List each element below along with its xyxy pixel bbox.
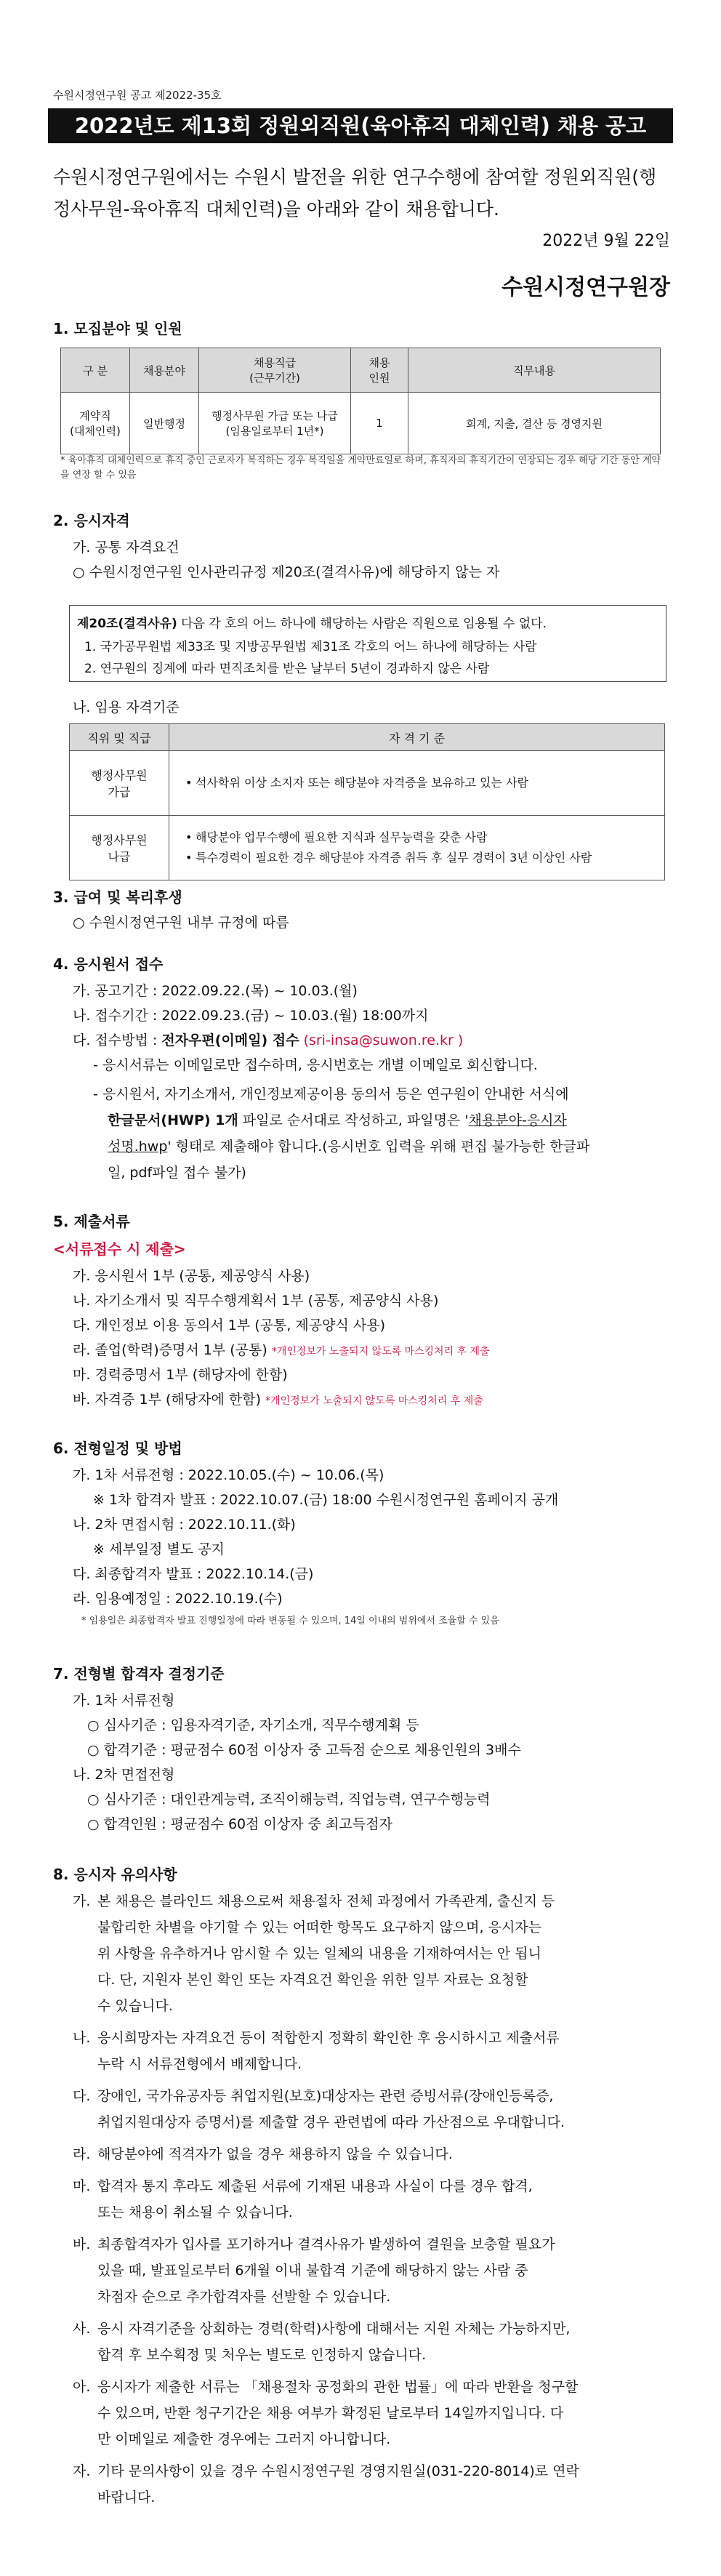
table-row [70, 751, 665, 816]
disqualification-line: 다음 각 호의 어느 하나에 해당하는 사람은 직원으로 임용될 수 없다. [177, 617, 547, 631]
common-requirement-item: ○ 수원시정연구원 인사관리규정 제20조(결격사유)에 해당하지 않는 자 [73, 564, 500, 580]
criteria-item: ○ 심사기준 : 임용자격기준, 자기소개, 직무수행계획 등 [87, 1717, 419, 1733]
schedule-item: 나. 2차 면접시험 : 2022.10.11.(화) [73, 1517, 296, 1533]
precaution-line: 만 이메일로 제출한 경우에는 그러지 아니합니다. [97, 2431, 391, 2447]
document-item: 마. 경력증명서 1부 (해당자에 한함) [73, 1367, 288, 1383]
precaution-line: 위 사항을 유추하거나 암시할 수 있는 일체의 내용을 기재하여서는 안 됩니 [97, 1946, 542, 1962]
table-cell: 일반행정 [130, 393, 199, 454]
precaution-line: 또는 채용이 취소될 수 있습니다. [97, 2204, 293, 2220]
criteria-stage: 나. 2차 면접전형 [73, 1767, 175, 1783]
disqualification-item-1: 1. 국가공무원법 제33조 및 지방공무원법 제31조 각호의 어느 하나에 해당하는 사람 [84, 640, 537, 654]
precaution-line: 본 채용은 블라인드 채용으로써 채용절차 전체 과정에서 가족관계, 출신지 등 [97, 1893, 555, 1909]
precaution-line: 수 있으며, 반환 청구기간은 채용 여부가 확정된 날로부터 14일까지입니다. 다 [97, 2405, 564, 2421]
table-cell: 행정사무원 나급 [70, 816, 169, 880]
precaution-line: 응시희망자는 자격요건 등이 적합한지 정확히 확인한 후 응시하시고 제출서류 [97, 2030, 560, 2046]
section-7-heading: 7. 전형별 합격자 결정기준 [53, 1665, 225, 1682]
table-row [61, 393, 661, 454]
precaution-line: 최종합격자가 입사를 포기하거나 결격사유가 발생하여 결원을 보충할 필요가 [97, 2236, 555, 2252]
schedule-footnote: * 임용일은 최종합격자 발표 진행일정에 따라 변동될 수 있으며, 14일 이내의 범위에서 조율할 수 있음 [81, 1616, 499, 1626]
application-method [73, 1030, 463, 1049]
disqualification-box [69, 605, 666, 682]
notice-date: 2022년 9월 22일 [542, 232, 670, 250]
section-6-heading: 6. 전형일정 및 방법 [53, 1440, 182, 1457]
schedule-item: 라. 임용예정일 : 2022.10.19.(수) [73, 1591, 283, 1607]
notice-number: 수원시정연구원 공고 제2022-35호 [53, 89, 222, 102]
list-item: • 해당분야 업무수행에 필요한 지식과 실무능력을 갖춘 사람 [185, 827, 658, 848]
precaution-line: 장애인, 국가유공자등 취업지원(보호)대상자는 관련 증빙서류(장애인등록증, [97, 2088, 554, 2104]
section-4-heading: 4. 응시원서 접수 [53, 955, 164, 973]
section-1-heading: 1. 모집분야 및 인원 [53, 320, 182, 337]
precaution-line: 수 있습니다. [97, 1998, 173, 2014]
document-label: 바. 자격증 1부 (해당자에 한함) [73, 1392, 262, 1408]
precaution-marker: 다. [73, 2088, 91, 2104]
criteria-item: ○ 합격인원 : 평균점수 60점 이상자 중 최고득점자 [87, 1816, 392, 1832]
precaution-line: 합격자 통지 후라도 제출된 서류에 기재된 내용과 사실이 다를 경우 합격, [97, 2178, 533, 2194]
precaution-line: 취업지원대상자 증명서)를 제출할 경우 관련법에 따라 가산점으로 우대합니다. [97, 2114, 565, 2130]
precaution-marker: 가. [73, 1893, 91, 1909]
recruitment-table [60, 348, 661, 454]
schedule-item: 가. 1차 서류전형 : 2022.10.05.(수) ~ 10.06.(목) [73, 1467, 384, 1483]
criteria-item: ○ 심사기준 : 대인관계능력, 조직이해능력, 직업능력, 연구수행능력 [87, 1791, 491, 1807]
table-cell [169, 751, 665, 816]
method-note-2-line-2 [108, 1110, 567, 1129]
precaution-line: 해당분야에 적격자가 없을 경우 채용하지 않을 수 있습니다. [97, 2146, 453, 2162]
section-2-heading: 2. 응시자격 [53, 512, 130, 529]
table-cell [169, 816, 665, 880]
filename-format-part-2: 성명.hwp [108, 1139, 168, 1155]
pay-item: ○ 수원시정연구원 내부 규정에 따름 [73, 915, 289, 931]
hwp-format: 한글문서(HWP) 1개 [108, 1112, 238, 1128]
method-email-label: 전자우편(이메일) 접수 [161, 1032, 299, 1048]
section-3-heading: 3. 급여 및 복리후생 [53, 888, 182, 906]
table-cell: 행정사무원 가급 또는 나급 (임용일로부터 1년*) [199, 393, 351, 454]
precaution-line: 있을 때, 발표일로부터 6개월 이내 불합격 기준에 해당하지 않는 사람 중 [97, 2263, 528, 2279]
qualification-table [69, 723, 665, 880]
precaution-marker: 나. [73, 2030, 91, 2046]
document-label: 라. 졸업(학력)증명서 1부 (공통) [73, 1342, 267, 1358]
precaution-marker: 아. [73, 2379, 91, 2395]
intro-paragraph: 수원시정연구원에서는 수원시 발전을 위한 연구수행에 참여할 정원외직원(행정사무원-육아휴직 대체인력)을 아래와 같이 채용합니다. [53, 166, 657, 220]
filename-format-part-1: 채용분야-응시자 [468, 1112, 567, 1128]
precaution-line: 차점자 순으로 추가합격자를 선발할 수 있습니다. [97, 2289, 391, 2305]
schedule-item: 다. 최종합격자 발표 : 2022.10.14.(금) [73, 1566, 314, 1582]
col-header: 채용분야 [130, 348, 199, 393]
table-header-row [61, 348, 661, 393]
precaution-line: 합격 후 보수획정 및 처우는 별도로 인정하지 않습니다. [97, 2347, 427, 2363]
precaution-line: 응시 자격기준을 상회하는 경력(학력)사항에 대해서는 지원 자체는 가능하지만, [97, 2321, 571, 2337]
precaution-line: 바랍니다. [97, 2489, 156, 2505]
masking-note: *개인정보가 노출되지 않도록 마스킹처리 후 제출 [271, 1346, 490, 1357]
section-5-heading: 5. 제출서류 [53, 1213, 130, 1230]
document-item: 가. 응시원서 1부 (공통, 제공양식 사용) [73, 1268, 310, 1284]
list-item: • 특수경력이 필요한 경우 해당분야 자격증 취득 후 실무 경력이 3년 이상인 사람 [185, 848, 658, 868]
submission-subheading: <서류접수 시 제출> [53, 1240, 186, 1258]
disqualification-title: 제20조(결격사유) [77, 617, 177, 631]
disqualification-item-2: 2. 연구원의 징계에 따라 면직조치를 받은 날부터 5년이 경과하지 않은 사람 [84, 662, 490, 676]
col-header: 자 격 기 준 [169, 724, 665, 751]
application-period: 나. 접수기간 : 2022.09.23.(금) ~ 10.03.(월) 18:00까지 [73, 1008, 429, 1024]
disqualification-text [77, 613, 547, 631]
table-cell: 1 [351, 393, 408, 454]
precaution-line: 응시자가 제출한 서류는 「채용절차 공정화의 관한 법률」에 따라 반환을 청구할 [97, 2379, 579, 2395]
signer-name: 수원시정연구원장 [502, 275, 670, 300]
col-header: 직무내용 [408, 348, 661, 393]
table-cell: 행정사무원 가급 [70, 751, 169, 816]
precaution-marker: 자. [73, 2463, 91, 2479]
precaution-marker: 사. [73, 2321, 91, 2337]
document-item: 다. 개인정보 이용 동의서 1부 (공통, 제공양식 사용) [73, 1317, 385, 1333]
criteria-stage: 가. 1차 서류전형 [73, 1693, 175, 1709]
document-item: 나. 자기소개서 및 직무수행계획서 1부 (공통, 제공양식 사용) [73, 1293, 439, 1309]
schedule-note: ※ 1차 합격자 발표 : 2022.10.07.(금) 18:00 수원시정연구원 홈페이지 공개 [93, 1492, 559, 1508]
col-header: 채용직급 (근무기간) [199, 348, 351, 393]
notice-period: 가. 공고기간 : 2022.09.22.(목) ~ 10.03.(월) [73, 983, 358, 999]
col-header: 구 분 [61, 348, 130, 393]
list-item: • 석사학위 이상 소지자 또는 해당분야 자격증을 보유하고 있는 사람 [185, 773, 658, 793]
hwp-text: 파일로 순서대로 작성하고, 파일명은 ' [238, 1112, 469, 1128]
page-title: 2022년도 제13회 정원외직원(육아휴직 대체인력) 채용 공고 [48, 108, 673, 143]
common-requirements-label: 가. 공통 자격요건 [73, 539, 180, 555]
precaution-marker: 바. [73, 2236, 91, 2252]
section-8-heading: 8. 응시자 유의사항 [53, 1866, 177, 1883]
precaution-line: 다. 단, 지원자 본인 확인 또는 자격요건 확인을 위한 일부 자료는 요청할 [97, 1972, 528, 1988]
table-cell: 회계, 지출, 결산 등 경영지원 [408, 393, 661, 454]
schedule-note: ※ 세부일정 별도 공지 [93, 1541, 225, 1557]
document-item [73, 1339, 490, 1359]
method-note-2-line-1: - 응시원서, 자기소개서, 개인정보제공이용 동의서 등은 연구원이 안내한 서식에 [93, 1086, 569, 1102]
filename-text: ' 형태로 제출해야 합니다.(응시번호 입력을 위해 편집 불가능한 한글파 [167, 1139, 590, 1155]
method-prefix: 다. 접수방법 : [73, 1032, 162, 1048]
method-note-2-line-3 [108, 1136, 589, 1155]
criteria-list [175, 827, 658, 868]
col-header: 채용 인원 [351, 348, 408, 393]
document-item [73, 1389, 483, 1408]
application-email-link[interactable]: (sri-insa@suwon.re.kr ) [303, 1032, 464, 1048]
precaution-line: 기타 문의사항이 있을 경우 수원시정연구원 경영지원실(031-220-8014)로 연락 [97, 2463, 579, 2479]
table-cell: 계약직 (대체인력) [61, 393, 130, 454]
col-header: 직위 및 직급 [70, 724, 169, 751]
criteria-item: ○ 합격기준 : 평균점수 60점 이상자 중 고득점 순으로 채용인원의 3배수 [87, 1742, 521, 1758]
masking-note: *개인정보가 노출되지 않도록 마스킹처리 후 제출 [265, 1395, 483, 1407]
section-1-note: * 육아휴직 대체인력으로 휴직 중인 근로자가 복직하는 경우 복직일을 계약만료일로 하며, 휴직자의 휴직기간이 연장되는 경우 해당 기간 동안 계약을 연장 할 수 있음 [60, 455, 661, 481]
qualification-label: 나. 임용 자격기준 [73, 699, 180, 715]
precaution-line: 누락 시 서류전형에서 배제합니다. [97, 2056, 302, 2072]
table-header-row [70, 724, 665, 751]
criteria-list [175, 773, 658, 793]
table-row [70, 816, 665, 880]
precaution-marker: 라. [73, 2146, 91, 2162]
precaution-marker: 마. [73, 2178, 91, 2194]
method-note-1: - 응시서류는 이메일로만 접수하며, 응시번호는 개별 이메일로 회신합니다. [93, 1057, 538, 1073]
method-note-2-line-4: 일, pdf파일 접수 불가) [108, 1165, 246, 1181]
precaution-line: 불합리한 차별을 야기할 수 있는 어떠한 항목도 요구하지 않으며, 응시자는 [97, 1919, 542, 1935]
